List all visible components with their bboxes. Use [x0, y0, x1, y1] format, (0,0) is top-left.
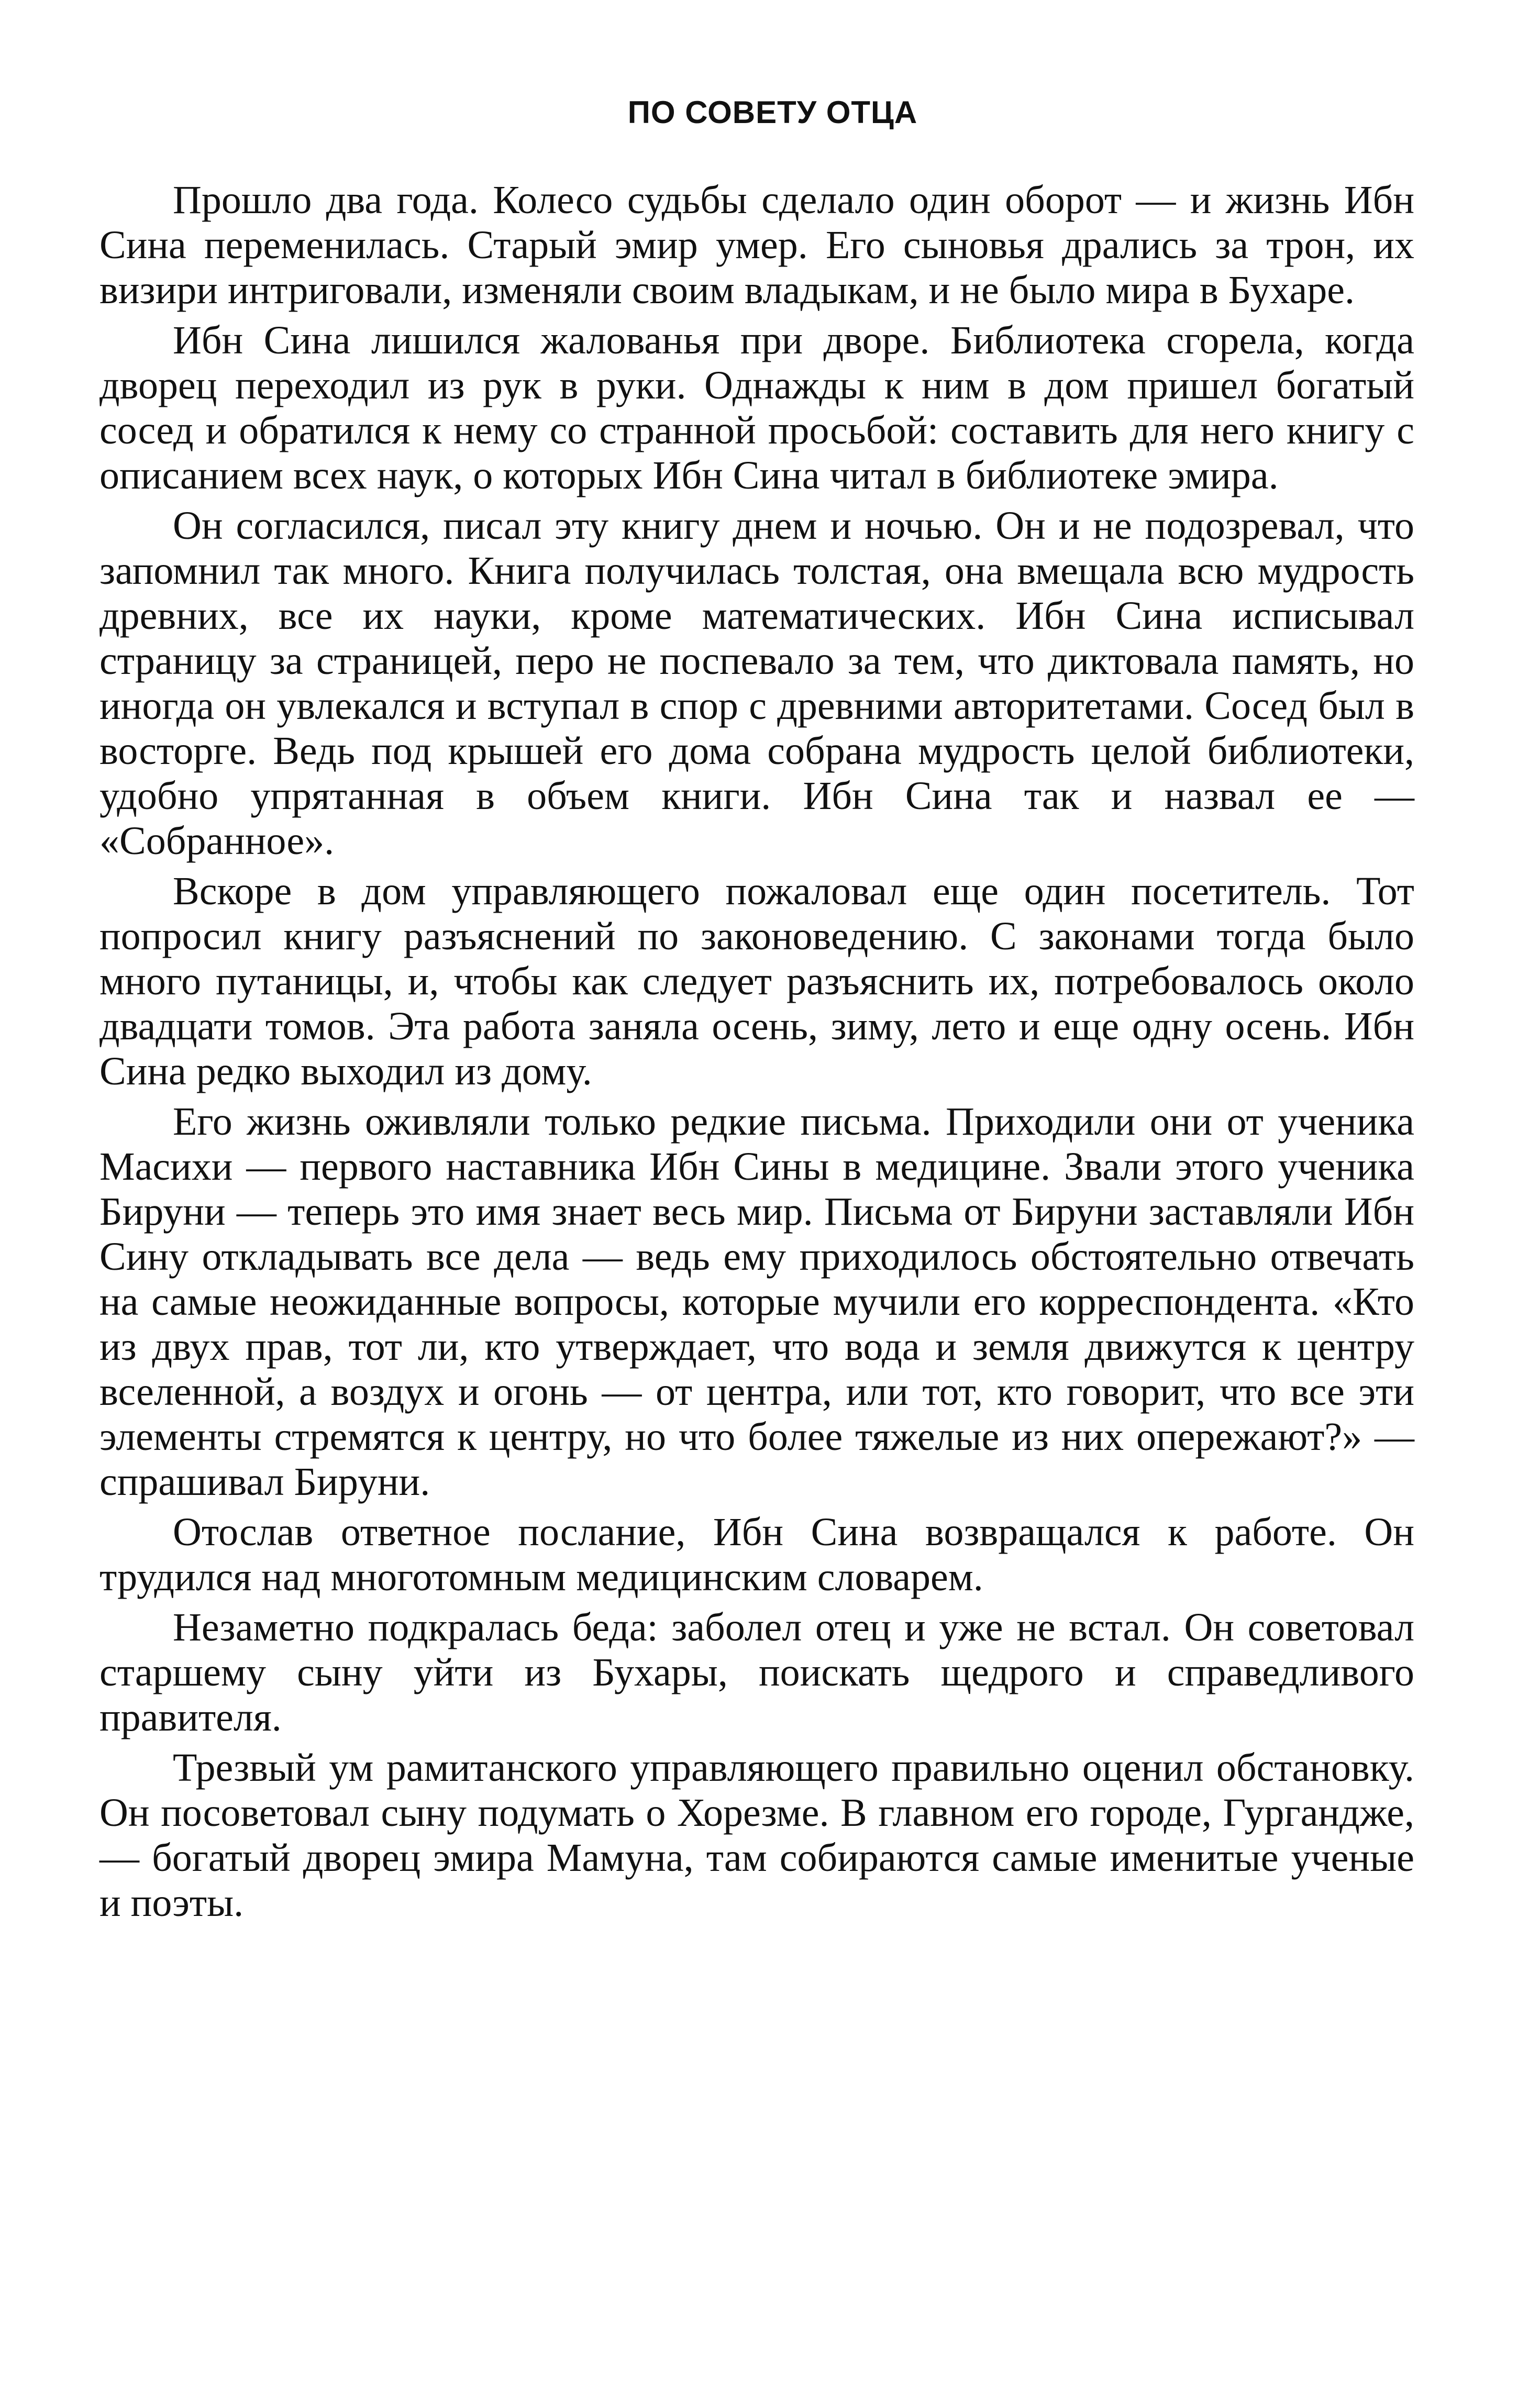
paragraph-1: Прошло два года. Колесо судьбы сделало один оборот — и жизнь Ибн Сина переменилась. Старый эмир умер. Его сыновья дрались за трон, их визири интриговали, изменяли своим владыкам, и не было мира в Бухаре. — [99, 178, 1414, 312]
paragraph-5: Его жизнь оживляли только редкие письма. Приходили они от ученика Масихи — первого наставника Ибн Сины в медицине. Звали этого ученика Бируни — теперь это имя знает весь мир. Письма от Бируни заставляли Ибн Сину откладывать все дела — ведь ему приходилось обстоятельно отвечать на самые неожиданные вопросы, которые мучили его корреспондента. «Кто из двух прав, тот ли, кто утверждает, что вода и земля движутся к центру вселенной, а воздух и огонь — от центра, или тот, кто говорит, что все эти элементы стремятся к центру, но что более тяжелые из них опережают?» — спрашивал Бируни. — [99, 1100, 1414, 1504]
chapter-title: ПО СОВЕТУ ОТЦА — [627, 95, 918, 130]
chapter-body — [99, 178, 1414, 1925]
paragraph-8: Трезвый ум рамитанского управляющего правильно оценил обстановку. Он посоветовал сыну подумать о Хорезме. В главном его городе, Гургандже, — богатый дворец эмира Мамуна, там собираются самые именитые ученые и поэты. — [99, 1746, 1414, 1925]
paragraph-3: Он согласился, писал эту книгу днем и ночью. Он и не подозревал, что запомнил так много. Книга получилась толстая, она вмещала всю мудрость древних, все их науки, кроме математических. Ибн Сина исписывал страницу за страницей, перо не поспевало за тем, что диктовала память, но иногда он увлекался и вступал в спор с древними авторитетами. Сосед был в восторге. Ведь под крышей его дома собрана мудрость целой библиотеки, удобно упрятанная в объем книги. Ибн Сина так и назвал ее — «Собранное». — [99, 504, 1414, 863]
paragraph-4: Вскоре в дом управляющего пожаловал еще один посетитель. Тот попросил книгу разъяснений по законоведению. С законами тогда было много путаницы, и, чтобы как следует разъяснить их, потребовалось около двадцати томов. Эта работа заняла осень, зиму, лето и еще одну осень. Ибн Сина редко выходил из дому. — [99, 869, 1414, 1093]
paragraph-7: Незаметно подкралась беда: заболел отец и уже не встал. Он советовал старшему сыну уйти из Бухары, поискать щедрого и справедливого правителя. — [99, 1605, 1414, 1739]
paragraph-2: Ибн Сина лишился жалованья при дворе. Библиотека сгорела, когда дворец переходил из рук в руки. Однажды к ним в дом пришел богатый сосед и обратился к нему со странной просьбой: составить для него книгу с описанием всех наук, о которых Ибн Сина читал в библиотеке эмира. — [99, 318, 1414, 497]
paragraph-6: Отослав ответное послание, Ибн Сина возвращался к работе. Он трудился над многотомным медицинским словарем. — [99, 1510, 1414, 1599]
